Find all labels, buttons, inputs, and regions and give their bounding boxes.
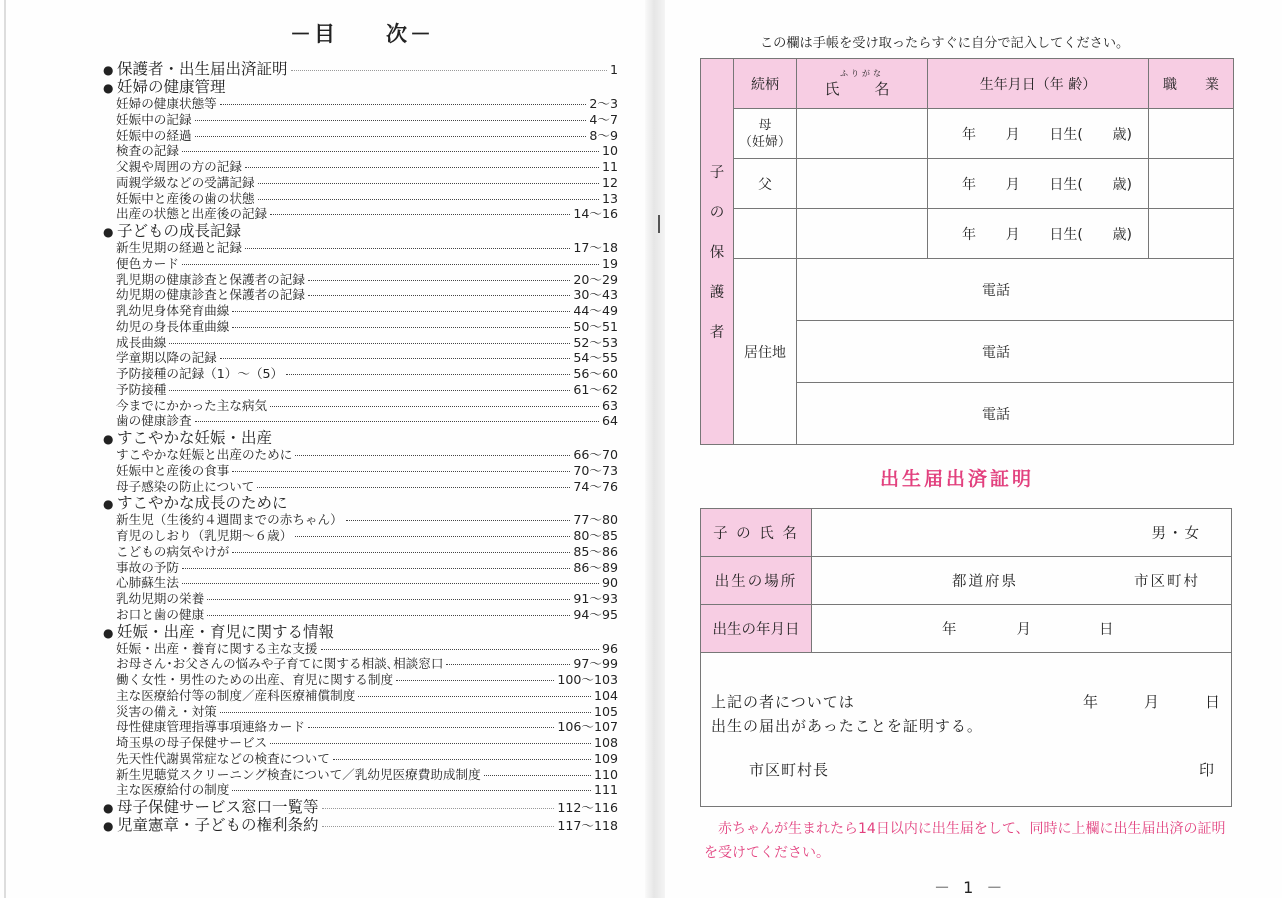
relation-cell: 母 （妊婦）	[734, 109, 797, 159]
leader-dots	[195, 136, 587, 137]
bullet-icon: ●	[103, 625, 114, 640]
toc-item	[103, 382, 618, 398]
toc-page: 117～118	[557, 818, 618, 833]
seal-mark: 印	[1198, 761, 1215, 779]
toc-item	[103, 272, 618, 288]
toc-item	[103, 256, 618, 272]
guardian-row-other	[701, 209, 1234, 259]
toc-item	[103, 767, 618, 783]
toc-item	[103, 206, 618, 222]
toc-item-label: 幼児期の健康診査と保護者の記録	[116, 287, 305, 303]
toc-page: 11	[601, 159, 618, 174]
leader-dots	[182, 583, 599, 584]
toc-page: 13	[601, 190, 618, 206]
leader-dots	[484, 775, 591, 776]
toc-page: 19	[601, 255, 618, 271]
toc-page: 86～89	[573, 559, 618, 575]
leader-dots	[232, 790, 591, 791]
toc-item	[103, 528, 618, 544]
toc-page: 111	[593, 782, 618, 798]
toc-item	[103, 191, 618, 207]
leader-dots	[286, 374, 570, 375]
toc-item-label: 両親学級などの受講記録	[116, 174, 255, 190]
toc-item	[103, 479, 618, 495]
toc-page: 96	[601, 640, 618, 656]
toc-item	[103, 319, 618, 335]
toc-item	[103, 782, 618, 798]
toc-item	[103, 413, 618, 429]
toc-section	[103, 222, 618, 240]
birth-cell[interactable]: 年 月 日生( 歳)	[928, 209, 1149, 259]
birth-date-cell[interactable]: 年 月 日	[812, 605, 1232, 653]
toc-item-label: 出産の状態と出産後の記録	[116, 206, 268, 222]
leader-dots	[195, 421, 599, 422]
toc-page: 66～70	[573, 447, 618, 462]
toc-page: 30～43	[573, 287, 618, 303]
leader-dots	[308, 295, 570, 296]
leader-dots	[295, 536, 570, 537]
toc-section	[103, 816, 618, 834]
child-name-cell[interactable]: 男・女	[812, 509, 1232, 557]
furigana-label: ふりがな	[840, 68, 884, 78]
toc-section	[103, 494, 618, 512]
toc-item-label: 妊娠・出産・養育に関する主な支援	[116, 640, 318, 656]
toc-page: 90	[601, 575, 618, 591]
toc-page: 4～7	[589, 111, 618, 127]
leader-dots	[270, 406, 599, 407]
toc-item-label: 妊娠中と産後の食事	[116, 462, 230, 478]
leader-dots	[232, 327, 570, 328]
phone-cell-3[interactable]: 電話	[797, 383, 1234, 445]
child-name-label: 子 の 氏 名	[701, 509, 812, 557]
toc-page: 104	[593, 687, 618, 703]
toc-item-label: すこやかな妊娠と出産のために	[116, 447, 293, 462]
toc-section-title: 児童憲章・子どもの権利条約	[117, 816, 319, 834]
bullet-icon: ●	[103, 432, 114, 446]
toc-item-label: 事故の予防	[116, 559, 179, 575]
toc-item-label: 妊娠中と産後の歯の状態	[116, 190, 255, 206]
name-cell[interactable]	[797, 159, 928, 209]
side-label-char: の	[709, 205, 725, 221]
toc-item-label: 学童期以降の記録	[116, 350, 217, 366]
toc-item-label: お母さん･お父さんの悩みや子育てに関する相談､相談窓口	[116, 656, 444, 672]
toc-item-label: 乳児期の健康診査と保護者の記録	[116, 271, 305, 287]
toc-item-label: 主な医療給付の制度	[116, 782, 230, 798]
birth-cell[interactable]: 年 月 日生( 歳)	[928, 109, 1149, 159]
leader-dots	[245, 248, 570, 249]
toc-page: 10	[601, 143, 618, 159]
toc-page: 80～85	[573, 528, 618, 543]
leader-dots	[232, 552, 570, 553]
toc-page: 2～3	[589, 96, 618, 111]
toc-item-label: 妊娠中の経過	[116, 127, 192, 143]
toc-item	[103, 560, 618, 576]
guardian-side-label	[701, 59, 734, 445]
toc-item-label: 新生児（生後約４週間までの赤ちゃん）	[116, 512, 343, 528]
toc-item	[103, 544, 618, 560]
toc-page: 54～55	[573, 350, 618, 366]
side-label-char: 保	[709, 245, 725, 261]
header-relation: 続柄	[734, 59, 797, 109]
toc-page: 106～107	[557, 719, 618, 735]
toc-item	[103, 656, 618, 672]
leader-dots	[257, 487, 570, 488]
toc-page: 61～62	[573, 381, 618, 397]
side-label-char: 護	[709, 285, 725, 301]
leader-dots	[169, 343, 570, 344]
toc-item-label: 働く女性・男性のための出産、育児に関する制度	[116, 672, 394, 687]
guardian-row-mother	[701, 109, 1234, 159]
toc-item-label: 先天性代謝異常症などの検査について	[116, 750, 330, 766]
job-cell[interactable]	[1149, 109, 1234, 159]
toc-section-title: 母子保健サービス窓口一覧等	[117, 798, 319, 816]
toc-page: 17～18	[573, 240, 618, 255]
phone-cell-1[interactable]: 電話	[797, 259, 1234, 321]
toc-item	[103, 143, 618, 159]
toc-section-title: すこやかな成長のために	[117, 494, 288, 513]
leader-dots	[182, 568, 570, 569]
toc-section-title: 子どもの成長記録	[117, 222, 242, 240]
leader-dots	[220, 712, 591, 713]
bullet-icon: ●	[103, 801, 114, 815]
toc-item	[103, 607, 618, 623]
page-number: － 1 －	[934, 878, 1007, 897]
toc-item-label: 新生児聴覚スクリーニング検査について／乳幼児医療費助成制度	[116, 766, 481, 782]
leader-dots	[308, 727, 554, 728]
toc-item	[103, 366, 618, 382]
leader-dots	[207, 615, 570, 616]
toc-section	[103, 623, 618, 641]
toc-item-label: 成長曲線	[116, 334, 167, 350]
toc-item	[103, 96, 618, 112]
toc-page: 110	[593, 766, 618, 782]
toc-item-label: 歯の健康診査	[116, 413, 192, 429]
toc-item	[103, 591, 618, 607]
relation-cell: 父	[734, 159, 797, 209]
toc-item-label: 今までにかかった主な病気	[116, 397, 268, 413]
toc-item-label: お口と歯の健康	[116, 606, 205, 622]
header-birth: 生年月日（年 齢）	[928, 59, 1149, 109]
leader-dots	[333, 759, 591, 760]
toc-item	[103, 688, 618, 704]
toc-item-label: 母性健康管理指導事項連絡カード	[116, 719, 305, 735]
name-cell[interactable]	[797, 109, 928, 159]
mayor-label: 市区町村長	[749, 761, 830, 779]
toc-page: 44～49	[573, 303, 618, 318]
toc-item	[103, 335, 618, 351]
toc-page: 52～53	[573, 334, 618, 350]
birth-cell[interactable]: 年 月 日生( 歳)	[928, 159, 1149, 209]
toc-section	[103, 60, 618, 78]
book-spine	[645, 0, 665, 898]
leader-dots	[396, 680, 554, 681]
toc-title: －目 次－	[290, 22, 434, 46]
birth-date-label: 出生の年月日	[701, 605, 812, 653]
toc-section-title: 妊娠・出産・育児に関する情報	[117, 622, 335, 641]
toc-item-label: 埼玉県の母子保健サービス	[116, 735, 268, 750]
toc-item	[103, 128, 618, 144]
toc-item-label: 予防接種の記録（1）～（5）	[116, 366, 284, 381]
toc-item	[103, 175, 618, 191]
toc-item-label: こどもの病気やけが	[116, 543, 230, 559]
toc-item	[103, 287, 618, 303]
side-label-char: 子	[709, 165, 725, 181]
side-label-char: 者	[709, 325, 725, 341]
leader-dots	[270, 743, 591, 744]
toc-item-label: 妊婦の健康状態等	[116, 96, 217, 111]
leader-dots	[322, 808, 555, 809]
leader-dots	[232, 311, 570, 312]
toc-item	[103, 641, 618, 657]
toc-page: 20～29	[573, 271, 618, 287]
toc-item	[103, 672, 618, 688]
page-edge	[4, 0, 6, 898]
toc-item	[103, 112, 618, 128]
toc-section	[103, 798, 618, 816]
phone-cell-2[interactable]: 電話	[797, 321, 1234, 383]
leader-dots	[220, 358, 571, 359]
leader-dots	[232, 471, 570, 472]
toc-page: 1	[609, 62, 618, 77]
job-cell[interactable]	[1149, 159, 1234, 209]
toc-item	[103, 240, 618, 256]
toc-item	[103, 350, 618, 366]
leader-dots	[308, 280, 570, 281]
leader-dots	[245, 167, 599, 168]
bullet-icon: ●	[103, 497, 114, 512]
job-cell[interactable]	[1149, 209, 1234, 259]
toc-section	[103, 78, 618, 96]
toc-item	[103, 719, 618, 735]
leader-dots	[169, 390, 570, 391]
birth-place-cell[interactable]: 都道府県 市区町村	[812, 557, 1232, 605]
toc-page: 8～9	[589, 127, 618, 143]
leader-dots	[258, 199, 599, 200]
leader-dots	[220, 104, 587, 105]
toc-item-label: 育児のしおり（乳児期～６歳）	[116, 528, 293, 543]
toc-page: 70～73	[573, 462, 618, 478]
toc-page: 109	[593, 750, 618, 766]
leader-dots	[195, 120, 587, 121]
toc-item	[103, 398, 618, 414]
toc-page: 94～95	[573, 606, 618, 622]
toc-item-label: 主な医療給付等の制度／産科医療補償制度	[116, 687, 356, 703]
toc-item	[103, 463, 618, 479]
leader-dots	[446, 664, 570, 665]
toc-page: 108	[593, 735, 618, 750]
toc-item	[103, 704, 618, 720]
address-label: 居住地	[734, 259, 797, 445]
toc-item	[103, 751, 618, 767]
leader-dots	[322, 826, 555, 827]
toc-item-label: 新生児期の経過と記録	[116, 240, 242, 255]
toc-section-title: 妊婦の健康管理	[117, 78, 226, 96]
toc-page: 105	[593, 703, 618, 719]
toc-page: 12	[601, 174, 618, 190]
header-job: 職 業	[1149, 59, 1234, 109]
leader-dots	[295, 455, 570, 456]
leader-dots	[346, 520, 571, 521]
toc-item-label: 乳幼児期の栄養	[116, 591, 205, 606]
leader-dots	[270, 214, 570, 215]
toc-page: 77～80	[573, 512, 618, 528]
leader-dots	[358, 696, 591, 697]
guardian-table	[700, 58, 1234, 445]
toc-item	[103, 303, 618, 319]
toc-page: 14～16	[573, 206, 618, 222]
toc-page: 97～99	[573, 656, 618, 672]
bullet-icon: ●	[103, 225, 114, 239]
toc-page: 91～93	[573, 591, 618, 606]
toc-item	[103, 735, 618, 751]
birth-registration-warning: 赤ちゃんが生まれたら14日以内に出生届をして、同時に上欄に出生届出済の証明を受けてください。	[704, 821, 1226, 861]
leader-dots	[321, 649, 599, 650]
guardian-note: この欄は手帳を受け取ったらすぐに自分で記入してください。	[760, 36, 1130, 51]
toc-page: 100～103	[557, 672, 618, 687]
relation-cell[interactable]	[734, 209, 797, 259]
toc-section	[103, 429, 618, 447]
toc-item	[103, 159, 618, 175]
spine-mark	[658, 215, 660, 233]
leader-dots	[258, 183, 599, 184]
leader-dots	[182, 151, 599, 152]
bullet-icon: ●	[103, 81, 114, 95]
toc-page: 64	[601, 413, 618, 429]
toc-page: 112～116	[557, 800, 618, 815]
leader-dots	[182, 264, 599, 265]
toc-page: 50～51	[573, 318, 618, 334]
guardian-row-father	[701, 159, 1234, 209]
name-cell[interactable]	[797, 209, 928, 259]
toc-item	[103, 575, 618, 591]
table-of-contents	[103, 60, 618, 834]
toc-item-label: 母子感染の防止について	[116, 478, 255, 494]
bullet-icon: ●	[103, 63, 114, 77]
toc-item	[103, 447, 618, 463]
toc-page: 63	[601, 397, 618, 413]
toc-item-label: 幼児の身長体重曲線	[116, 318, 230, 334]
certificate-statement: 上記の者については 年 月 日 出生の届出があったことを証明する。 市区町村長 印	[711, 690, 1221, 782]
toc-item-label: 予防接種	[116, 381, 167, 397]
toc-item-label: 乳幼児身体発育曲線	[116, 303, 230, 318]
toc-item-label: 検査の記録	[116, 143, 179, 159]
toc-item-label: 便色カード	[116, 255, 179, 271]
toc-page: 74～76	[573, 478, 618, 494]
name-label: 氏 名	[824, 79, 900, 98]
toc-page: 56～60	[573, 366, 618, 381]
toc-item	[103, 512, 618, 528]
toc-item-label: 心肺蘇生法	[116, 575, 179, 591]
leader-dots	[207, 599, 570, 600]
birth-place-label: 出生の場所	[701, 557, 812, 605]
toc-item-label: 災害の備え・対策	[116, 703, 217, 719]
leader-dots	[291, 70, 607, 71]
header-name	[797, 59, 928, 109]
toc-item-label: 妊娠中の記録	[116, 111, 192, 127]
toc-item-label: 父親や周囲の方の記録	[116, 159, 242, 174]
certificate-title: 出生届出済証明	[880, 468, 1035, 490]
bullet-icon: ●	[103, 819, 114, 833]
toc-section-title: すこやかな妊娠・出産	[117, 429, 273, 447]
toc-section-title: 保護者・出生届出済証明	[117, 60, 288, 78]
toc-page: 85～86	[573, 543, 618, 559]
